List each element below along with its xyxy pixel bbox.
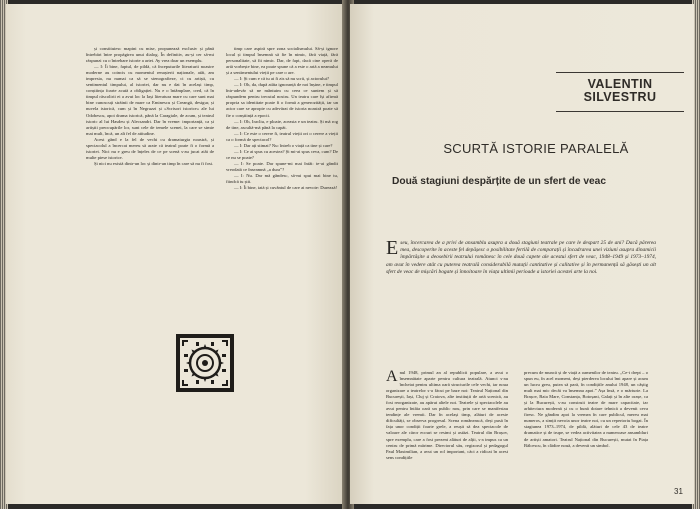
paragraph: — I: Ce este o cerere fi, teatrul vieții ori o cerere a vieții ca o formă de spectacol? [226, 130, 338, 142]
paragraph: nul 1948, primul an al republicii populare, a avut o însemnătate aparte pentru cultura teatrală. Atunci s-au încheiat pentru ultima oară structurile cele vechi, iar noua organizare a teatrelor s-a făcut pe baze noi: Teatrul Național din București, Iași, Cluj și Craiova, alte instituții de artă scenică, au fost reorganizate, au apărut altele noi. Teatrele și spectacolele au avut pentru întâia oară un public nou, prin care se manifestau tendințe ale vremii. Dar în același timp, alături de aceste dificultăți, se observa progresul. Scena românească, deși pusă în fața unor condiții foarte grele, a reușit să dea spectacole de valoare ale căror ecouri se resimt și astăzi. Teatrul din Brașov, spre exemplu, care a fost prezent alături de alții, s-a impus ca un centru de primă mărime. Directorul său, regizorul și pedagogul Paul Maximilian, a avut un rol important, căci a ridicat în acest sens condițiile [386, 370, 508, 460]
paragraph: și constituiesc mapini cu mise, propunează exclusiv și până întrebări între propăgirea unui dialog. În definitiv, au-și cer să-mi răspunzi cu o întrebare istorie a artei. Ay vrea doar un exemplu. [86, 46, 214, 64]
left-column-1 [86, 46, 214, 167]
folk-ornament-icon [176, 334, 234, 392]
paragraph: Acest gând e la fel de vechi cu dramaturgia noastră, și spectacolul a încercat mereu să arate că teatrul poate fi o formă a istoriei. Nici nu e greu de înțeles de ce pe scenă s-au jucat atât de multe piese istorice. [86, 136, 214, 160]
left-page [6, 4, 346, 504]
paragraph: — I: Nu. Dar mă gândesc, să-mi spui mai bine tu, fiindcă tu știi. [226, 172, 338, 185]
page-number: 31 [674, 487, 683, 496]
paragraph: precum de muncă și de viață a oamenilor de teatru. „Ce-i drept – o spun eu, în acel moment, deși pierderea locului îmi apare și acum un lucru greu, putea să pară, în condițiile anului 1948, un câștig mult mai mic decât va însemna apoi.” Așa însă, e o mărturie. La Brașov, Baia Mare, Constanța, Botoșani, Galați și în alte orașe, ca și la București, s-au construit teatre de mare capacitate, iar arhitectura modernă și cu o bună dotare tehnică a devenit ceva firesc. Ne gândim apoi la vremea în care publicul, mereu mai numeros, a simțit nevoia unor teatre noi, cu un repertoriu bogat. În stagiunea 1973–1974, de pildă, alături de cele 43 de teatre dramatice și de trupe, se vedea activitatea a numeroase ansambluri de artiști amatori. Teatrul Național din București, mutat în Piața Bălcescu, în clădire nouă, a devenit un simbol. [524, 370, 648, 448]
paragraph: — I: Oh, da, după atâta ignoranță de noi înșine, e timpul într-adevăr să ne mântuim cu ceea ce suntem și să răspundem pentru trecutul nostru. Un teatru care își afirmă propria sa identitate poate fi o formă a generozității, iar un actor care se apropie cu adevărat de istoria noastră poate să fie o conștiință a epocii. [226, 82, 338, 118]
paragraph: — I: Și cum e că tu ai fi zis să nu scrii, și actorului? [234, 76, 330, 82]
left-column-2 [226, 46, 338, 191]
article-title: SCURTĂ ISTORIE PARALELĂ [443, 141, 629, 156]
paragraph: — I: Oh, Iracliu, e ploaie, aceasta e un teatru. Și mă rog de tine, ascultă-mă până la capăt. [226, 118, 338, 130]
article-subtitle: Două stagiuni despărțite de un sfert de veac [392, 176, 606, 187]
author-name: VALENTIN SILVESTRU [556, 72, 684, 112]
article-intro [386, 237, 656, 276]
intro-drop-cap: E [386, 237, 399, 259]
body-drop-cap: A [386, 368, 398, 385]
paragraph: — I: Dar ați stimat? Nu: întreb o viață ca tine și care? [234, 142, 333, 148]
right-column-1 [386, 370, 508, 461]
right-column-2 [524, 370, 648, 449]
paragraph: Și nici nu există dintr-un loc și dintr-un timp în care să nu fi fost. [94, 160, 214, 166]
paragraph: — I: Ce ai spus cu acestea? Și mi-ai spus ceva, cum? De ce nu se poate? [226, 148, 338, 160]
intro-text: seu, încercarea de a privi de ansamblu asupra a două stagiuni teatrale pe care le despart 25 de ani? Dacă părerea mea, descoperite în aceste fel depășesc o posibilitate fertilă de comparații și încadrarea unei viziuni asupra dinamicii împărtășite a deosebirii teatrului românesc în cele două capete ale acestui sfert de veac, 1948–1949 și 1973–1974, am avut în vedere atât cu puterea teatrală considerabilă mutații cantitative și calitative și în permanență să găsești un alt sfert de veac de mișcări bogate și înnoitoare în viața ultimii perioade a istoriei acestei arte la noi. [386, 240, 656, 275]
paragraph: — I: Îi bine, faptul, de pildă, că începuturile literaturii noastre moderne au coincis cu momentul renașterii naționale, atât, am impresia, nu numai ca să se stenografieze, ci cu artiști, cu sentimentul timpului, al istoriei, dar nu e dat în același timp, conștiința foarte acută a obligației. Nu e o întâmplare, cred, că în timpul răscolirii ei a avut loc la Iași literatura mare cu care sunt mai bine cunoscuți străinii de mare ca Eminescu și Creangă, desigur, și nuvela istorică, cum și în Negruzzi și »Scrisori istorice« ale lui Odobescu, apoi drama istorică, până la Caragiale, de acum, și teatrul istoric al lui Hasdeu și Alecsandri. Dar în vreme: importanță, ca și artiștii preocupările lor, sunt cele de temele scenei, la care se simte mai mult, încă, un alt fel de atitudine. [86, 64, 214, 136]
paragraph: timp care aspiră spre zona socialismului. Să-și ignore locul și timpul însemnă să fie în nimic, fără viață, fără personalitate, să fii nimic. Dar, de fapt, dacă cine operă de artă vorbește bine, ea poate spune că a este o artă a neamului și a sentimentului vieții pe care o are. [226, 46, 338, 76]
paragraph: — I: Se poate. Dar spune-mi mai întâi: te-ai gândit vreodată ce înseamnă „a dura”? [226, 160, 338, 172]
paragraph: — I: Îi bine, iată și cuvântul de care ai nevoie: Durează! [234, 185, 338, 191]
